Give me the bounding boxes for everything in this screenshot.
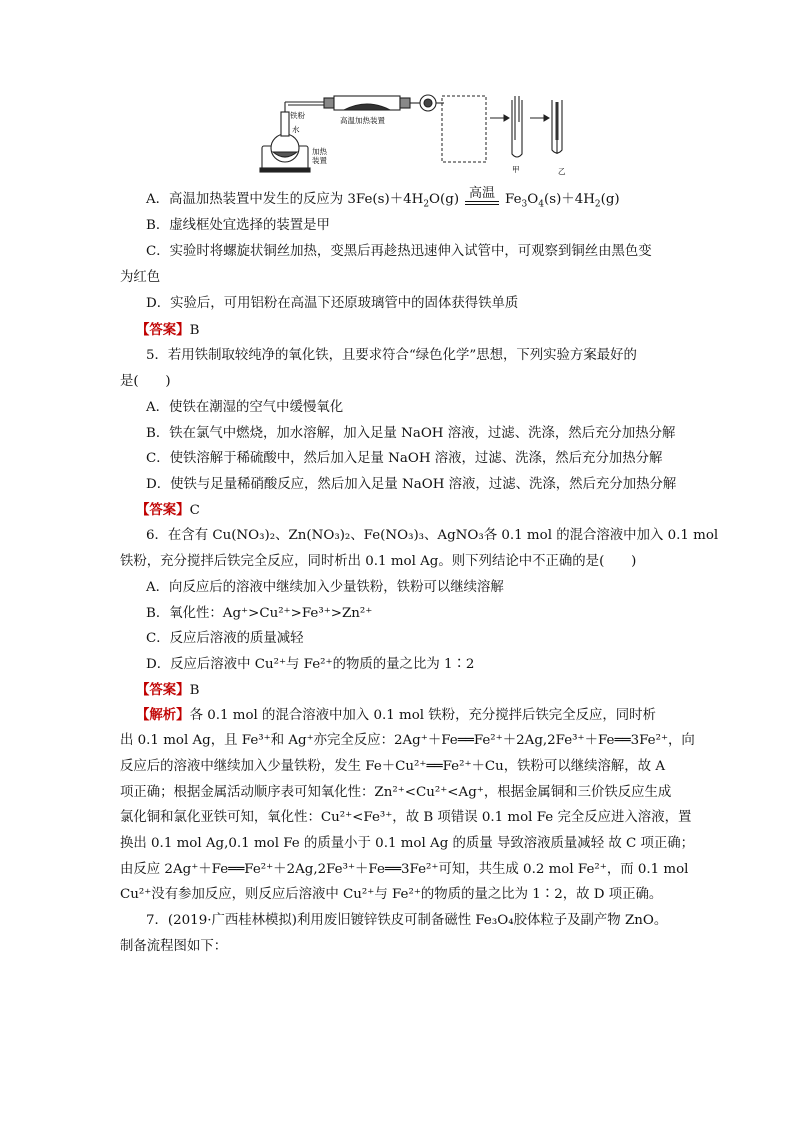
q5-stem-line1: 5．若用铁制取较纯净的氧化铁，且要求符合“绿色化学”思想，下列实验方案最好的 <box>146 348 637 363</box>
label-iron-powder: 铁粉 <box>290 111 305 120</box>
label-water: 水 <box>292 125 300 134</box>
q6-analysis-line7: 由反应 2Ag⁺＋Fe══Fe²⁺＋2Ag,2Fe³⁺＋Fe══3Fe²⁺可知，共生成 0.2 mol Fe²⁺，而 0.1 mol <box>120 862 689 877</box>
q6-answer: 【答案】B <box>136 682 200 698</box>
q6-analysis-line4: 项正确；根据金属活动顺序表可知氧化性：Zn²⁺<Cu²⁺<Ag⁺，根据金属铜和三价铁反应生成 <box>120 785 672 800</box>
q5-option-d: D．使铁与足量稀硝酸反应，然后加入足量 NaOH 溶液，过滤、洗涤，然后充分加热分解 <box>146 477 677 492</box>
q6-analysis-line2: 出 0.1 mol Ag，且 Fe³⁺和 Ag⁺亦完全反应：2Ag⁺＋Fe══Fe²⁺＋2Ag,2Fe³⁺＋Fe══3Fe²⁺，向 <box>120 733 695 748</box>
q5-stem-line2: 是( ) <box>120 374 171 389</box>
q6-option-b: B．氧化性：Ag⁺>Cu²⁺>Fe³⁺>Zn²⁺ <box>146 606 373 621</box>
q6-analysis-line5: 氯化铜和氯化亚铁可知，氧化性：Cu²⁺<Fe³⁺，故 B 项错误 0.1 mol Fe 完全反应进入溶液，置 <box>120 810 692 825</box>
q6-stem-line1: 6．在含有 Cu(NO₃)₂、Zn(NO₃)₂、Fe(NO₃)₃、AgNO₃各 0.1 mol 的混合溶液中加入 0.1 mol <box>146 528 719 543</box>
q6-stem-line2: 铁粉，充分搅拌后铁完全反应，同时析出 0.1 mol Ag。则下列结论中不正确的是( ) <box>120 554 637 569</box>
test-tube-yi <box>552 100 562 154</box>
q4-option-c-line1: C．实验时将螺旋状铜丝加热，变黑后再趁热迅速伸入试管中，可观察到铜丝由黑色变 <box>146 244 652 259</box>
test-tube-jia <box>512 96 522 157</box>
label-jia: 甲 <box>512 165 520 174</box>
q6-analysis-line6: 换出 0.1 mol Ag,0.1 mol Fe 的质量小于 0.1 mol Ag 的质量 导致溶液质量减轻 故 C 项正确； <box>120 836 695 851</box>
q5-option-a: A．使铁在潮湿的空气中缓慢氧化 <box>146 400 344 415</box>
q6-analysis-line1: 【解析】各 0.1 mol 的混合溶液中加入 0.1 mol 铁粉，充分搅拌后铁完全反应，同时析 <box>136 707 656 723</box>
q4-answer: 【答案】B <box>136 322 200 338</box>
q6-option-d: D．反应后溶液中 Cu²⁺与 Fe²⁺的物质的量之比为 1∶2 <box>146 657 475 672</box>
q4-option-b: B．虚线框处宜选择的装置是甲 <box>146 218 330 233</box>
arrow-yi <box>530 115 549 121</box>
q5-option-b: B．铁在氯气中燃烧，加水溶解，加入足量 NaOH 溶液，过滤、洗涤，然后充分加热分解 <box>146 426 676 441</box>
q6-analysis-line8: Cu²⁺没有参加反应，则反应后溶液中 Cu²⁺与 Fe²⁺的物质的量之比为 1∶2，故 D 项正确。 <box>120 887 663 902</box>
high-temp-tube <box>324 95 444 111</box>
reaction-condition: 高温 <box>465 187 499 205</box>
q6-option-a: A．向反应后的溶液中继续加入少量铁粉，铁粉可以继续溶解 <box>146 580 504 595</box>
q6-analysis-line3: 反应后的溶液中继续加入少量铁粉，发生 Fe＋Cu²⁺══Fe²⁺＋Cu，铁粉可以继续溶解，故 A <box>120 759 665 774</box>
label-heating: 加热 <box>312 147 327 156</box>
q4-option-d: D．实验后，可用铝粉在高温下还原玻璃管中的固体获得铁单质 <box>146 296 519 311</box>
dashed-box <box>442 96 486 162</box>
label-high-temp: 高温加热装置 <box>340 116 385 125</box>
label-heating-2: 装置 <box>312 156 327 165</box>
q7-stem-line2: 制备流程图如下： <box>120 939 228 954</box>
arrow-jia <box>490 115 509 121</box>
q7-stem-line1: 7．(2019·广西桂林模拟)利用废旧镀锌铁皮可制备磁性 Fe₃O₄胶体粒子及副产物 ZnO。 <box>146 913 668 928</box>
q6-option-c: C．反应后溶液的质量减轻 <box>146 631 304 646</box>
q4-option-c-line2: 为红色 <box>120 270 161 285</box>
q4-option-a: A．高温加热装置中发生的反应为 $3Fe(s)+4H_2O(g)$ 高温 $Fe_3O_4(s)+4H_2(g)$ <box>146 185 620 210</box>
label-yi: 乙 <box>558 167 566 176</box>
apparatus-figure <box>240 92 580 176</box>
q5-option-c: C．使铁溶解于稀硫酸中，然后加入足量 NaOH 溶液，过滤、洗涤，然后充分加热分解 <box>146 451 663 466</box>
q5-answer: 【答案】C <box>136 502 200 518</box>
